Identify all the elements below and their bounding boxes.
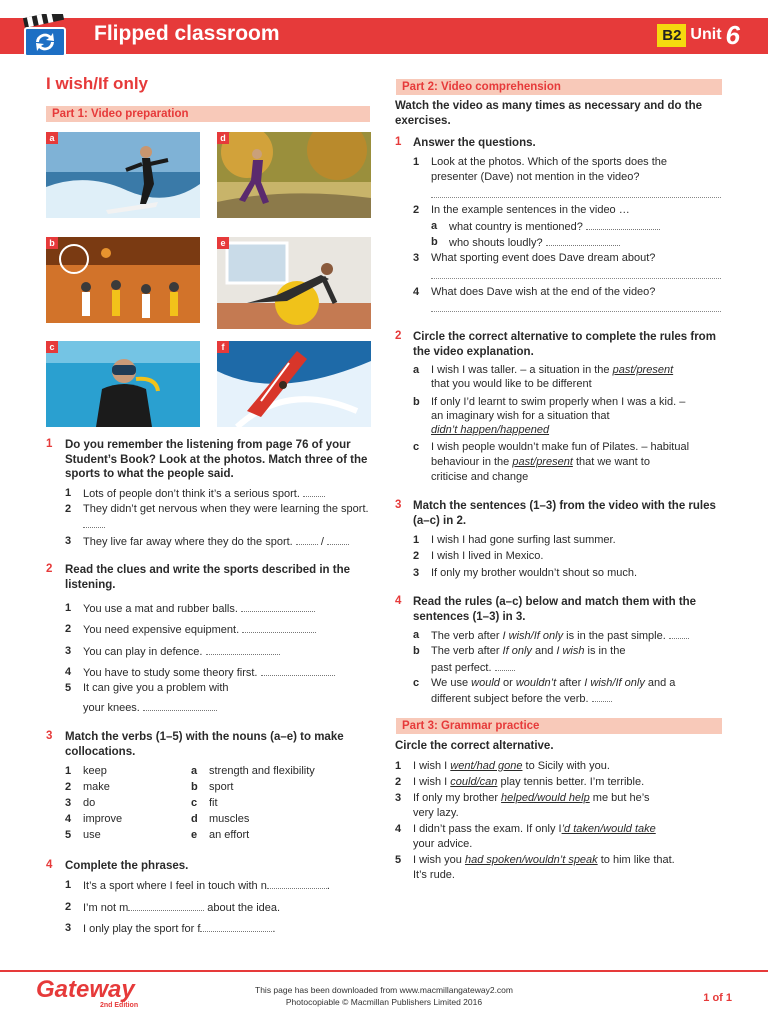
exercise-instruction: Circle the correct alternative to complete the rules from the video explanation. [413, 331, 716, 358]
item-number: 1 [413, 156, 420, 168]
item-text: wouldn’t [515, 677, 557, 689]
item-text: It’s rude. [413, 869, 455, 881]
item-number: 4 [413, 286, 420, 298]
exercise-instruction: Complete the phrases. [65, 860, 189, 872]
page-header [0, 18, 768, 54]
answer-blank[interactable] [586, 219, 660, 230]
alternative-choice[interactable]: helped/would help [501, 792, 590, 804]
item-text: . [272, 923, 276, 935]
item-letter: c [413, 677, 420, 689]
verb: make [83, 781, 110, 793]
photo-label: a [46, 132, 58, 144]
alternative-choice[interactable]: past/present [612, 364, 674, 376]
item-text: In the example sentences in the video … [431, 204, 630, 216]
noun: an effort [209, 829, 250, 841]
answer-blank[interactable] [261, 665, 335, 676]
item-text: I wish I lived in Mexico. [431, 550, 544, 562]
item-text: after [556, 677, 585, 689]
photo-label: e [217, 237, 229, 249]
page-title: Flipped classroom [94, 22, 280, 45]
item-letter: a [413, 364, 420, 376]
exercise-instruction: Match the verbs (1–5) with the nouns (a–e) to make collocations. [65, 731, 344, 758]
item-text: to Sicily with you. [522, 760, 610, 772]
answer-blank[interactable] [206, 644, 280, 655]
exercise-number: 3 [46, 730, 53, 742]
copyright-text: Photocopiable © Macmillan Publishers Limited 2016 [285, 997, 483, 1007]
item-text: You need expensive equipment. [83, 624, 240, 636]
separator: / [320, 536, 324, 548]
item-text: We use [431, 677, 472, 689]
item-letter: c [413, 441, 420, 453]
item-text: . [326, 880, 330, 892]
photo-windsurfing [217, 341, 371, 427]
item-text: is in the past simple. [563, 630, 666, 642]
item-number: 2 [413, 550, 420, 562]
item-letter: a [413, 629, 420, 641]
item-text: I wish I had gone surfing last summer. [431, 534, 616, 546]
item-text: who shouts loudly? [449, 237, 543, 249]
lesson-title: I wish/If only [46, 74, 149, 93]
gateway-logo: Gateway [36, 976, 135, 1003]
noun: sport [209, 781, 234, 793]
item-number: 2 [65, 503, 72, 515]
answer-blank[interactable] [267, 878, 327, 889]
exercise-number: 3 [395, 499, 402, 511]
alternative-choice[interactable]: had spoken/wouldn’t speak [464, 854, 598, 866]
item-text: The verb after [431, 645, 503, 657]
item-text: about the idea. [204, 902, 281, 914]
answer-blank[interactable] [241, 601, 315, 612]
item-text: What sporting event does Dave dream about? [431, 252, 656, 264]
clapperboard-icon [22, 14, 68, 60]
item-number: 1 [65, 765, 72, 777]
item-text: It’s a sport where I feel in touch with n [83, 880, 267, 892]
page-number: 1 of 1 [703, 992, 732, 1004]
alternative-choice[interactable]: could/can [450, 776, 498, 788]
item-text: what country is mentioned? [449, 221, 583, 233]
exercise-instruction: Match the sentences (1–3) from the video with the rules (a–c) in 2. [413, 500, 716, 527]
unit-badge [657, 21, 740, 49]
item-text: an imaginary wish for a situation that [431, 410, 610, 422]
exercise-number: 1 [46, 438, 53, 450]
unit-number: 6 [725, 19, 740, 50]
part2-intro: Watch the video as many times as necessary and do the exercises. [395, 100, 702, 127]
answer-blank[interactable] [592, 691, 612, 702]
item-text: What does Dave wish at the end of the video? [431, 286, 656, 298]
alternative-choice[interactable]: ’d taken/would take [561, 823, 656, 835]
item-text: I wish [556, 645, 585, 657]
item-letter: b [413, 645, 420, 657]
exercise-number: 4 [395, 595, 402, 607]
item-text: that we want to [572, 456, 650, 468]
item-text: or [499, 677, 516, 689]
item-text: If only [502, 645, 532, 657]
photo-surfing [46, 132, 200, 218]
answer-line[interactable] [431, 310, 721, 312]
item-text: You can play in defence. [83, 646, 203, 658]
item-text: me but he’s [589, 792, 650, 804]
item-text: It can give you a problem with [83, 682, 229, 694]
item-number: 3 [413, 252, 420, 264]
item-number: 2 [65, 781, 72, 793]
item-number: 4 [395, 823, 402, 835]
unit-label: Unit [690, 26, 722, 43]
item-number: 2 [65, 901, 72, 913]
item-text: If only my brother [413, 792, 502, 804]
item-text: I wish I was taller. – a situation in the [431, 364, 613, 376]
noun: fit [209, 797, 218, 809]
item-number: 3 [413, 567, 420, 579]
item-text: very lazy. [413, 807, 459, 819]
item-number: 3 [65, 645, 72, 657]
verb: use [83, 829, 101, 841]
alternative-choice[interactable]: went/had gone [450, 760, 523, 772]
alternative-choice[interactable]: past/present [512, 456, 573, 468]
item-text: Look at the photos. Which of the sports does the [431, 156, 668, 168]
item-number: 2 [65, 623, 72, 635]
answer-blank[interactable] [303, 486, 325, 497]
exercise-instruction: Read the rules (a–c) below and match them with the sentences (1–3) in 3. [413, 596, 697, 623]
answer-blank[interactable] [296, 534, 318, 545]
item-letter: b [431, 236, 438, 248]
item-letter: b [191, 781, 198, 793]
item-text: your knees. [83, 702, 140, 714]
answer-blank[interactable] [495, 660, 515, 671]
item-text: and a [644, 677, 676, 689]
item-text: I wish people wouldn’t make fun of Pilates. – habitual [431, 441, 690, 453]
item-text: I wish I [413, 760, 451, 772]
answer-blank[interactable] [83, 517, 105, 528]
item-number: 5 [395, 854, 402, 866]
item-text: If only my brother wouldn’t shout so much. [431, 567, 638, 579]
exercise-instruction: Do you remember the listening from page 76 of your Student’s Book? Look at the photos. Match three of the sports to what the people said. [65, 439, 368, 480]
item-number: 1 [413, 534, 420, 546]
item-text: I wish you [413, 854, 465, 866]
item-text: and [531, 645, 557, 657]
item-letter: e [191, 829, 198, 841]
item-number: 2 [413, 204, 420, 216]
item-letter: a [431, 220, 438, 232]
photo-running [217, 132, 371, 218]
item-text: that you would like to be different [431, 378, 592, 390]
item-number: 5 [65, 682, 72, 694]
photo-label: b [46, 237, 58, 249]
exercise-number: 4 [46, 859, 53, 871]
photo-label: f [217, 341, 229, 353]
photo-label: d [217, 132, 229, 144]
item-text: If only I’d learnt to swim properly when I was a kid. – [431, 396, 686, 408]
photo-label: c [46, 341, 58, 353]
item-text: They didn’t get nervous when they were learning the sport. [83, 503, 369, 515]
noun: muscles [209, 813, 250, 825]
part2-heading: Part 2: Video comprehension [396, 79, 722, 95]
item-number: 2 [395, 776, 402, 788]
item-text: I’m not m [83, 902, 129, 914]
item-number: 1 [65, 879, 72, 891]
item-number: 1 [65, 487, 72, 499]
item-text: is in the [584, 645, 626, 657]
exercise-instruction: Read the clues and write the sports described in the listening. [65, 564, 351, 591]
item-number: 4 [65, 666, 72, 678]
item-text: different subject before the verb. [431, 693, 589, 705]
answer-line[interactable] [431, 277, 721, 279]
item-text: to him like that. [597, 854, 675, 866]
item-text: I wish/If only [502, 630, 564, 642]
item-text: I didn’t pass the exam. If only I [413, 823, 562, 835]
item-text: I only play the sport for f [83, 923, 201, 935]
item-letter: a [191, 765, 198, 777]
part3-heading: Part 3: Grammar practice [396, 718, 722, 734]
item-number: 3 [65, 535, 72, 547]
alternative-choice[interactable]: didn’t happen/happened [431, 424, 550, 436]
item-text: I wish I [413, 776, 451, 788]
item-text: play tennis better. I’m terrible. [497, 776, 645, 788]
item-text: Lots of people don’t think it’s a serious sport. [83, 488, 300, 500]
item-letter: b [413, 396, 420, 408]
item-text: The verb after [431, 630, 503, 642]
exercise-instruction: Answer the questions. [413, 137, 536, 149]
item-number: 1 [395, 760, 402, 772]
item-number: 1 [65, 602, 72, 614]
download-link-text[interactable]: This page has been downloaded from www.macmillangateway2.com [255, 985, 513, 995]
item-text: presenter (Dave) not mention in the video? [431, 171, 640, 183]
exercise-number: 2 [395, 330, 402, 342]
footer-credits [0, 984, 768, 1008]
item-letter: c [191, 797, 198, 809]
item-number: 3 [65, 922, 72, 934]
answer-blank[interactable] [143, 700, 217, 711]
item-number: 5 [65, 829, 72, 841]
answer-blank[interactable] [242, 622, 316, 633]
item-letter: d [191, 813, 198, 825]
item-number: 3 [65, 797, 72, 809]
answer-blank[interactable] [128, 900, 204, 911]
part3-instruction: Circle the correct alternative. [395, 740, 554, 752]
answer-blank[interactable] [669, 628, 689, 639]
item-number: 3 [395, 792, 402, 804]
answer-blank[interactable] [327, 534, 349, 545]
noun: strength and flexibility [209, 765, 315, 777]
verb: do [83, 797, 96, 809]
item-text: They live far away where they do the sport. [83, 536, 293, 548]
answer-blank[interactable] [546, 235, 620, 246]
answer-blank[interactable] [200, 921, 272, 932]
item-text: I wish/If only [584, 677, 645, 689]
exercise-number: 1 [395, 136, 402, 148]
answer-line[interactable] [431, 196, 721, 198]
item-text: your advice. [413, 838, 473, 850]
verb: keep [83, 765, 107, 777]
edition-label: 2nd Edition [100, 1002, 139, 1009]
item-number: 4 [65, 813, 72, 825]
item-text: You have to study some theory first. [83, 667, 258, 679]
photo-pilates [217, 237, 371, 329]
item-text: criticise and change [431, 471, 529, 483]
level-badge: B2 [657, 24, 686, 47]
item-text: past perfect. [431, 662, 492, 674]
exercise-number: 2 [46, 563, 53, 575]
photo-scuba-diving [46, 341, 200, 427]
footer-divider [0, 970, 768, 972]
photo-basketball [46, 237, 200, 323]
item-text: would [471, 677, 500, 689]
verb: improve [83, 813, 123, 825]
item-text: behaviour in the [431, 456, 513, 468]
item-text: You use a mat and rubber balls. [83, 603, 238, 615]
part1-heading: Part 1: Video preparation [46, 106, 370, 122]
